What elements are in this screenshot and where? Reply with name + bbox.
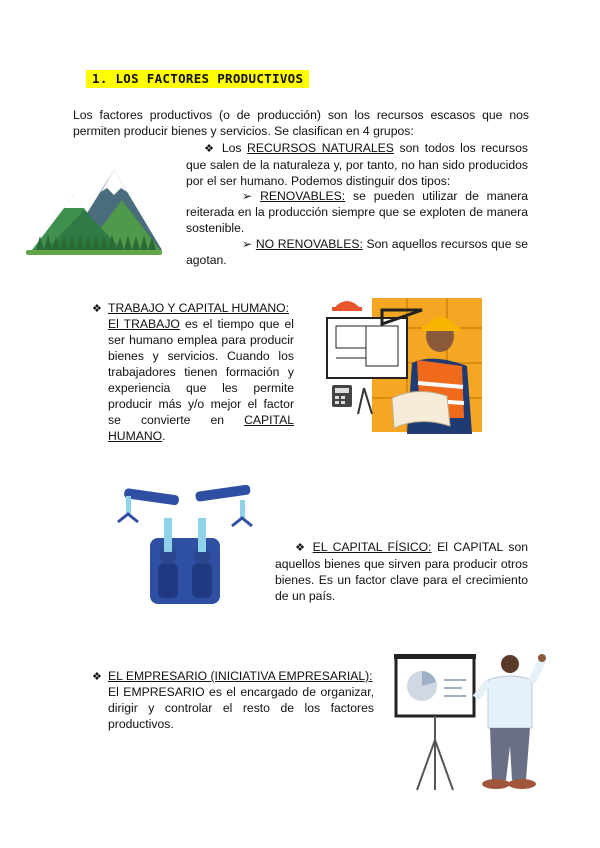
renovables-paragraph: ➢ RENOVABLES: se pueden utilizar de manera reiterada en la producción siempre que se exploten de manera sostenible.	[186, 189, 529, 235]
trabajo-paragraph: TRABAJO Y CAPITAL HUMANO: El TRABAJO es el tiempo que el ser humano emplea para producir bienes y servicios. Cuando los trabajadores tienen formación y experiencia que les permite producir más y/o mejor el factor se convierte en CAPITAL HUMANO.	[108, 301, 295, 443]
no-renovables-term: NO RENOVABLES:	[255, 237, 363, 251]
bullet-icon: ❖	[92, 303, 102, 315]
intro-paragraph: Los factores productivos (o de producción) son los recursos escasos que nos permiten producir bienes y servicios. Se clasifican en 4 grupos:	[73, 108, 529, 138]
bullet-icon: ❖	[92, 671, 102, 683]
bullet-icon: ❖	[202, 143, 217, 155]
trabajo-bullet	[92, 300, 102, 317]
arrow-icon: ➢	[242, 237, 253, 251]
recursos-naturales-paragraph: ❖ Los RECURSOS NATURALES son todos los recursos que salen de la naturaleza y, por tanto, no han sido producidos por el ser humano. Podemos distinguir dos tipos:	[186, 141, 529, 188]
worker-illustration	[322, 288, 492, 434]
arrow-icon: ➢	[242, 189, 253, 203]
renovables-term: RENOVABLES:	[260, 189, 346, 203]
recursos-naturales-term: RECURSOS NATURALES	[247, 141, 394, 155]
capital-fisico-paragraph: ❖ EL CAPITAL FÍSICO: El CAPITAL son aquellos bienes que sirven para producir otros bienes. Es un factor clave para el crecimiento de un país.	[275, 540, 528, 603]
bullet-icon: ❖	[293, 542, 308, 554]
robot-arms-illustration	[110, 478, 260, 608]
empresario-heading: EL EMPRESARIO (INICIATIVA EMPRESARIAL):	[108, 669, 373, 683]
page-title: 1. LOS FACTORES PRODUCTIVOS	[86, 70, 309, 88]
trabajo-term: El TRABAJO	[108, 317, 180, 331]
no-renovables-paragraph: ➢ NO RENOVABLES: Son aquellos recursos que se agotan.	[186, 237, 528, 267]
capital-fisico-term: EL CAPITAL FÍSICO:	[312, 540, 432, 554]
empresario-bullet	[92, 668, 102, 685]
empresario-paragraph: El EMPRESARIO es el encargado de organizar, dirigir y controlar el resto de los factores productivos.	[108, 685, 374, 731]
trabajo-heading: TRABAJO Y CAPITAL HUMANO:	[108, 301, 290, 315]
presenter-illustration	[392, 650, 552, 795]
mountains-illustration	[24, 150, 164, 260]
empresario-heading-line	[108, 668, 373, 684]
capital-humano-term: CAPITAL HUMANO	[108, 413, 295, 443]
